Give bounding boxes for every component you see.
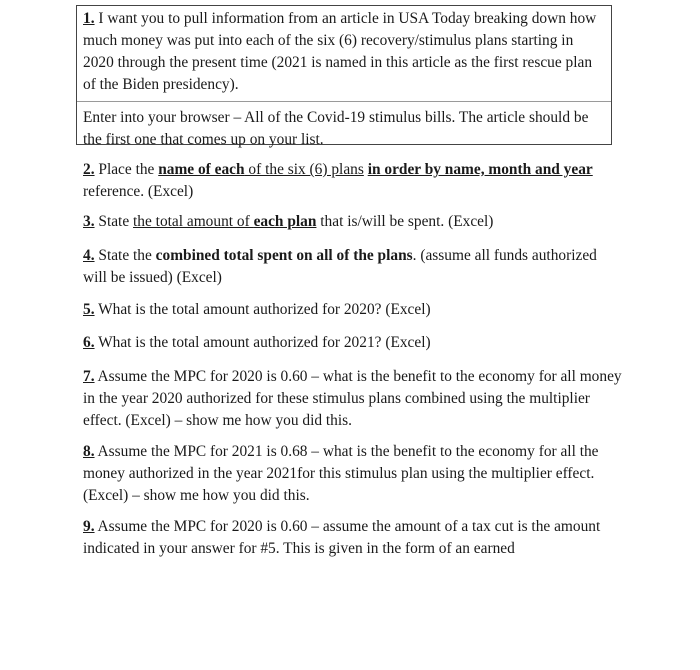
item-9-text: Assume the MPC for 2020 is 0.60 – assume the amount of a tax cut is the amount indicated in your answer for #5. This is given in the form of an earned [83, 518, 601, 557]
instruction-box [76, 5, 612, 148]
item-7-number: 7. [83, 368, 95, 385]
item-1-number: 1. [83, 10, 95, 27]
item-3 [83, 211, 623, 233]
item-9-number: 9. [83, 518, 95, 535]
item-1-text: I want you to pull information from an article in USA Today breaking down how much money was put into each of the six (6) recovery/stimulus plans starting in 2020 through the present time (2021 is named in this article as the first rescue plan of the Biden presidency). [83, 10, 597, 93]
item-4-text-a: State the [94, 247, 156, 264]
item-2-text-a: Place the [94, 161, 159, 178]
item-2-text-c: reference. (Excel) [83, 183, 194, 200]
item-8-text: Assume the MPC for 2021 is 0.68 – what is the benefit to the economy for all the money authorized in the year 2021for this stimulus plan using the multiplier effect. (Excel) – show me how you did this. [83, 443, 599, 504]
item-1-note: Enter into your browser – All of the Covid-19 stimulus bills. The article should be the first one that comes up on your list. [83, 109, 589, 148]
item-8-number: 8. [83, 443, 95, 460]
item-3-text-a: State [94, 213, 134, 230]
item-6 [83, 332, 623, 354]
box-divider [77, 101, 611, 102]
item-2-number: 2. [83, 161, 95, 178]
item-3-emphasis: each plan [253, 213, 317, 230]
item-6-text: What is the total amount authorized for 2021? (Excel) [94, 334, 431, 351]
item-5-number: 5. [83, 301, 95, 318]
item-5 [83, 299, 623, 321]
item-3-text-c: that is/will be spent. (Excel) [316, 213, 494, 230]
item-3-text-b: the total amount of [133, 213, 254, 230]
item-2 [83, 159, 623, 203]
item-8 [83, 441, 623, 507]
item-2-text-b: of the six (6) plans [244, 161, 364, 178]
item-7-text: Assume the MPC for 2020 is 0.60 – what is the benefit to the economy for all money in the year 2020 authorized for these stimulus plans combined using the multiplier effect. (Excel) – show me how you did this. [83, 368, 622, 429]
item-7 [83, 366, 623, 432]
item-2-emphasis-b: in order by name, month and year [367, 161, 593, 178]
item-2-emphasis-a: name of each [158, 161, 245, 178]
item-9 [83, 516, 623, 560]
item-6-number: 6. [83, 334, 95, 351]
item-4-emphasis: combined total spent on all of the plans [155, 247, 413, 264]
item-4-number: 4. [83, 247, 95, 264]
item-4-text-b: . (assume all funds authorized will be issued) (Excel) [83, 247, 597, 286]
item-1 [83, 8, 605, 96]
item-4 [83, 245, 623, 289]
item-5-text: What is the total amount authorized for 2020? (Excel) [94, 301, 431, 318]
item-3-number: 3. [83, 213, 95, 230]
